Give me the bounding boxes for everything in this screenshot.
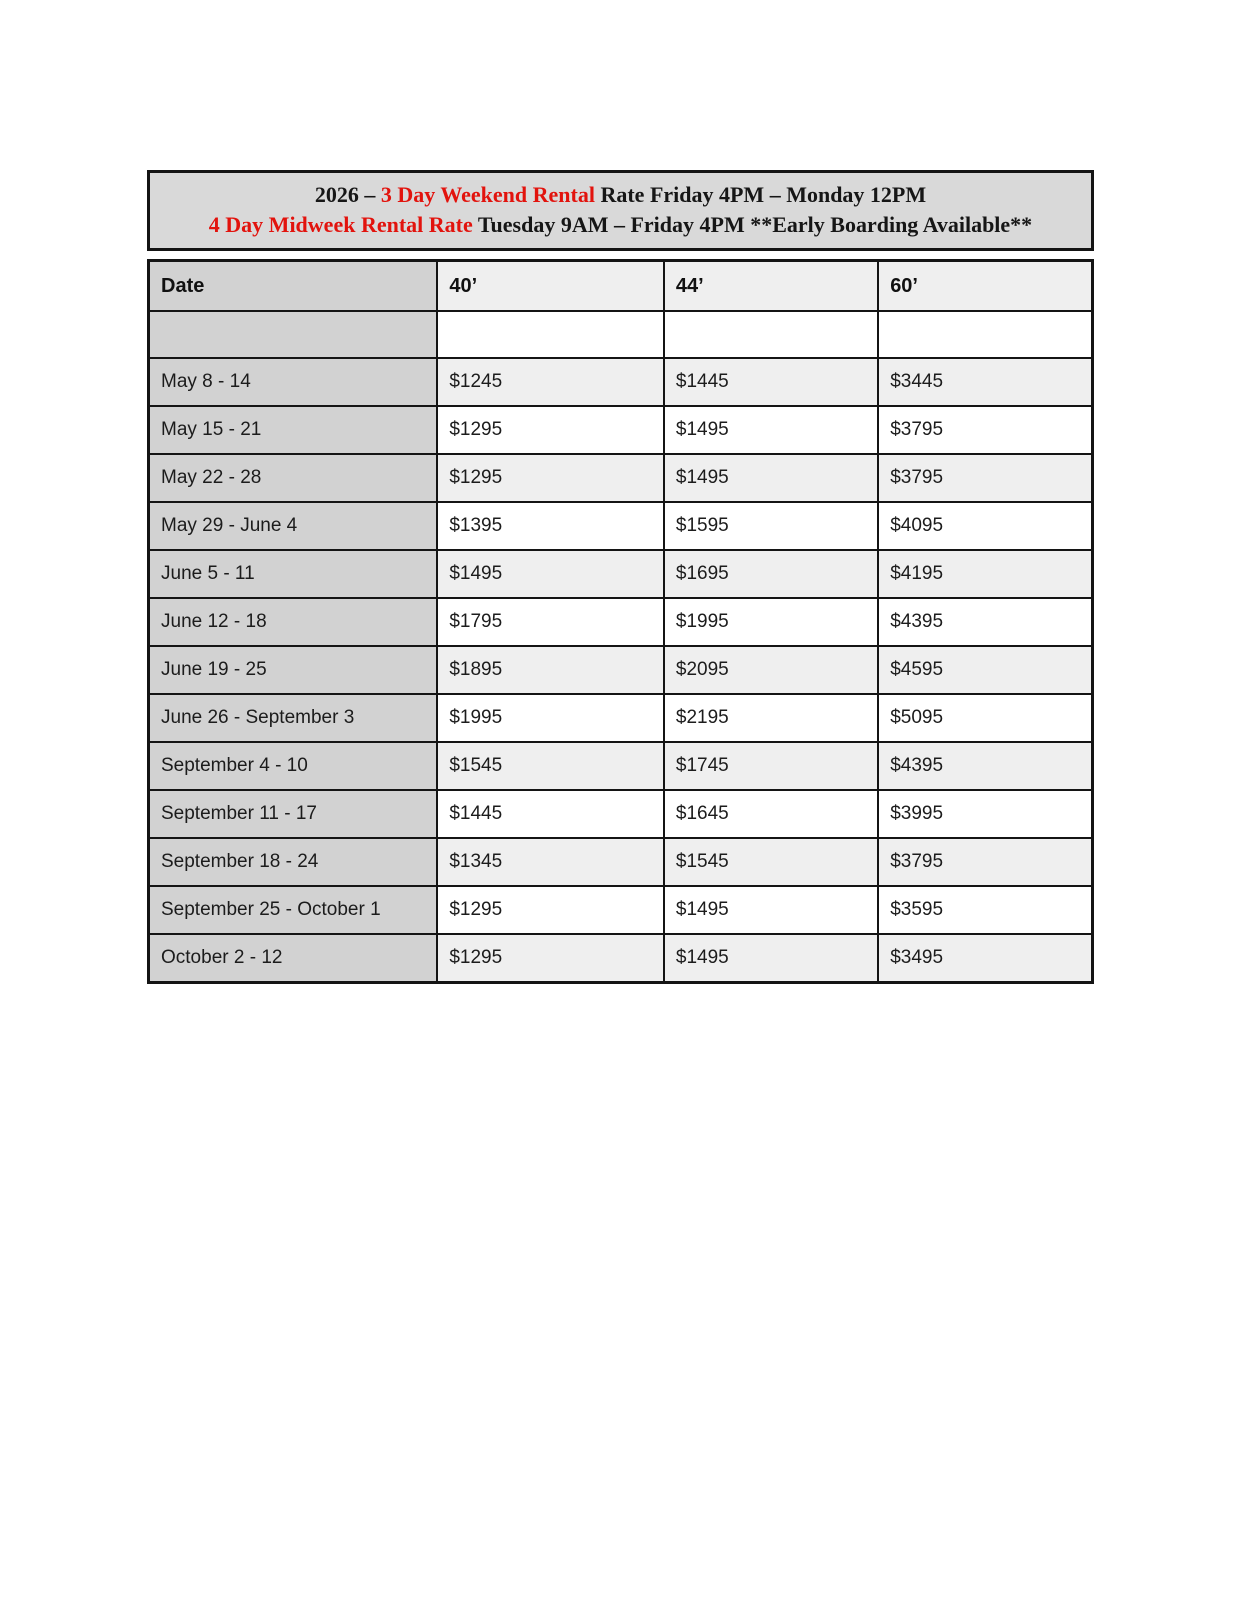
- table-row: [149, 454, 1093, 502]
- price-cell-44ft: $2095: [664, 646, 878, 694]
- spacer-date-cell: [149, 311, 438, 358]
- table-row: [149, 886, 1093, 934]
- date-cell: May 8 - 14: [149, 358, 438, 406]
- price-cell-60ft: $3795: [878, 406, 1092, 454]
- spacer-price-cell: [878, 311, 1092, 358]
- spacer-price-cell: [437, 311, 664, 358]
- date-cell: June 26 - September 3: [149, 694, 438, 742]
- date-cell: September 11 - 17: [149, 790, 438, 838]
- rate-sheet: [147, 170, 1094, 984]
- price-cell-60ft: $4395: [878, 742, 1092, 790]
- price-cell-40ft: $1895: [437, 646, 664, 694]
- price-cell-44ft: $1995: [664, 598, 878, 646]
- title-weekend-highlight: 3 Day Weekend Rental: [380, 182, 595, 207]
- date-cell: May 29 - June 4: [149, 502, 438, 550]
- column-header-44ft: 44’: [664, 261, 878, 312]
- table-row: [149, 358, 1093, 406]
- date-cell: October 2 - 12: [149, 934, 438, 982]
- column-header-60ft: 60’: [878, 261, 1092, 312]
- column-header-40ft: 40’: [437, 261, 664, 312]
- price-cell-40ft: $1445: [437, 790, 664, 838]
- table-row: [149, 646, 1093, 694]
- title-year-prefix: 2026 –: [314, 182, 381, 207]
- price-cell-40ft: $1545: [437, 742, 664, 790]
- price-cell-44ft: $1645: [664, 790, 878, 838]
- table-body: [149, 358, 1093, 982]
- price-cell-60ft: $3445: [878, 358, 1092, 406]
- table-row: [149, 838, 1093, 886]
- rates-table: [147, 259, 1094, 984]
- price-cell-40ft: $1245: [437, 358, 664, 406]
- price-cell-40ft: $1295: [437, 406, 664, 454]
- table-row: [149, 502, 1093, 550]
- table-row: [149, 550, 1093, 598]
- table-row: [149, 934, 1093, 982]
- spacer-row: [149, 311, 1093, 358]
- title-line-1: [154, 180, 1087, 210]
- price-cell-40ft: $1495: [437, 550, 664, 598]
- price-cell-40ft: $1295: [437, 934, 664, 982]
- price-cell-60ft: $3595: [878, 886, 1092, 934]
- price-cell-44ft: $1595: [664, 502, 878, 550]
- date-cell: September 4 - 10: [149, 742, 438, 790]
- date-cell: June 12 - 18: [149, 598, 438, 646]
- price-cell-40ft: $1295: [437, 454, 664, 502]
- price-cell-44ft: $1495: [664, 406, 878, 454]
- price-cell-40ft: $1795: [437, 598, 664, 646]
- price-cell-40ft: $1295: [437, 886, 664, 934]
- date-cell: June 5 - 11: [149, 550, 438, 598]
- date-cell: September 18 - 24: [149, 838, 438, 886]
- title-weekend-suffix: Rate Friday 4PM – Monday 12PM: [594, 182, 927, 207]
- date-cell: September 25 - October 1: [149, 886, 438, 934]
- price-cell-60ft: $3795: [878, 838, 1092, 886]
- price-cell-60ft: $5095: [878, 694, 1092, 742]
- date-cell: May 15 - 21: [149, 406, 438, 454]
- title-line-2: [154, 210, 1087, 240]
- table-row: [149, 790, 1093, 838]
- price-cell-40ft: $1395: [437, 502, 664, 550]
- price-cell-44ft: $1445: [664, 358, 878, 406]
- table-row: [149, 694, 1093, 742]
- price-cell-60ft: $4395: [878, 598, 1092, 646]
- price-cell-60ft: $4595: [878, 646, 1092, 694]
- price-cell-60ft: $3795: [878, 454, 1092, 502]
- title-midweek-suffix: Tuesday 9AM – Friday 4PM **Early Boarding Available**: [472, 212, 1033, 237]
- price-cell-44ft: $1495: [664, 886, 878, 934]
- price-cell-60ft: $4095: [878, 502, 1092, 550]
- table-row: [149, 406, 1093, 454]
- spacer-price-cell: [664, 311, 878, 358]
- price-cell-44ft: $1545: [664, 838, 878, 886]
- date-cell: May 22 - 28: [149, 454, 438, 502]
- price-cell-60ft: $3995: [878, 790, 1092, 838]
- table-header-row: [149, 261, 1093, 312]
- price-cell-44ft: $1695: [664, 550, 878, 598]
- price-cell-60ft: $4195: [878, 550, 1092, 598]
- date-cell: June 19 - 25: [149, 646, 438, 694]
- price-cell-60ft: $3495: [878, 934, 1092, 982]
- table-row: [149, 598, 1093, 646]
- price-cell-44ft: $2195: [664, 694, 878, 742]
- title-box: [147, 170, 1094, 251]
- price-cell-44ft: $1745: [664, 742, 878, 790]
- price-cell-40ft: $1345: [437, 838, 664, 886]
- table-row: [149, 742, 1093, 790]
- price-cell-44ft: $1495: [664, 454, 878, 502]
- price-cell-40ft: $1995: [437, 694, 664, 742]
- title-midweek-highlight: 4 Day Midweek Rental Rate: [208, 212, 473, 237]
- column-header-date: Date: [149, 261, 438, 312]
- price-cell-44ft: $1495: [664, 934, 878, 982]
